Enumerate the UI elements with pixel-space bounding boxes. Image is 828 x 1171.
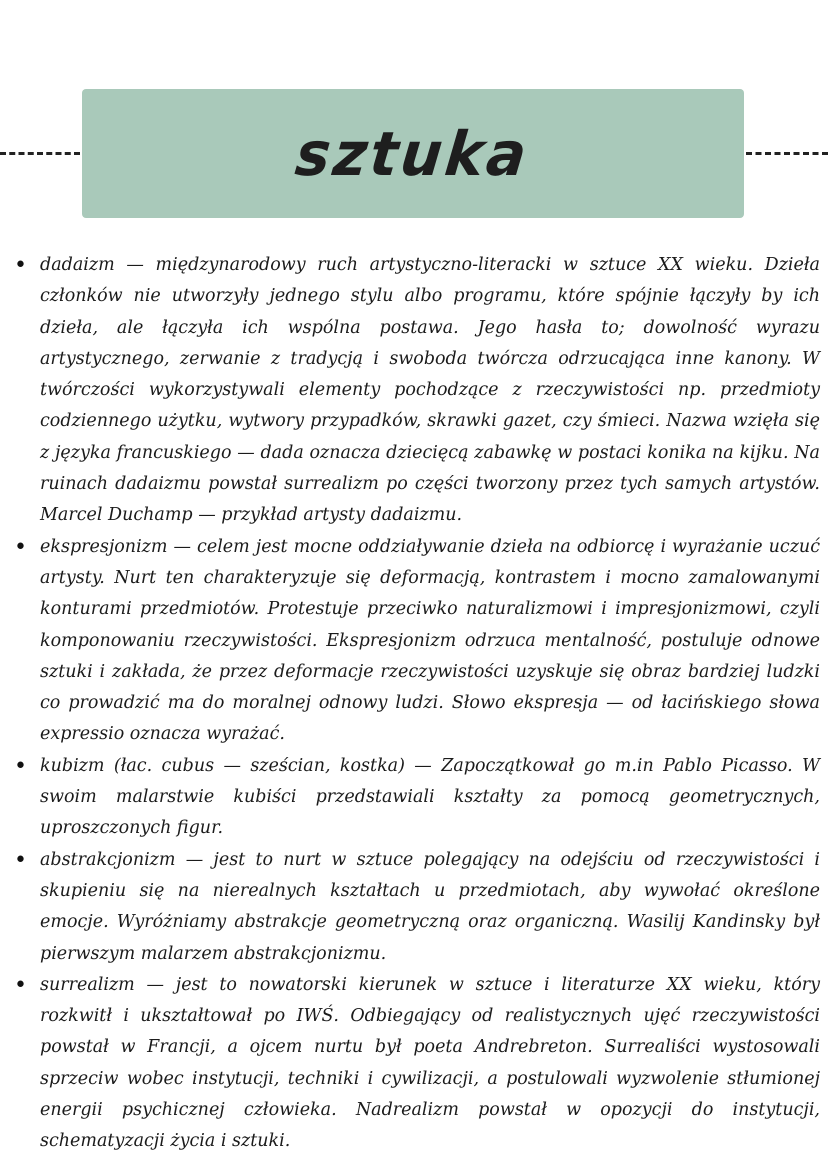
list-item-text: abstrakcjonizm — jest to nurt w sztuce polegający na odejściu od rzeczywistości i skupieniu się na nierealnych kształtach u przedmiotach, aby wywołać określone emocje. Wyróżniamy abstrakcje geometryczną oraz organiczną. Wasilij Kandinsky był pierwszym malarzem abstrakcjonizmu.	[40, 849, 820, 964]
bullet-icon: •	[14, 534, 27, 560]
bullet-list	[14, 250, 820, 1158]
left-dashed-divider	[0, 152, 80, 155]
bullet-icon: •	[14, 753, 27, 779]
list-item-ekspresjonizm	[14, 532, 820, 751]
right-dashed-divider	[746, 152, 828, 155]
title-banner	[82, 89, 744, 218]
list-item-text: dadaizm — międzynarodowy ruch artystyczno-literacki w sztuce XX wieku. Dzieła członków nie utworzyły jednego stylu albo programu, które spójnie łączyły by ich dzieła, ale łączyła ich wspólna postawa. Jego hasła to; dowolność wyrazu artystycznego, zerwanie z tradycją i swoboda twórcza odrzucająca inne kanony. W twórczości wykorzystywali elementy pochodzące z rzeczywistości np. przedmioty codziennego użytku, wytwory przypadków, skrawki gazet, czy śmieci. Nazwa wzięła się z języka francuskiego — dada oznacza dziecięcą zabawkę w postaci konika na kijku. Na ruinach dadaizmu powstał surrealizm po części tworzony przez tych samych artystów. Marcel Duchamp — przykład artysty dadaizmu.	[40, 255, 820, 526]
list-item-text: ekspresjonizm — celem jest mocne oddziaływanie dzieła na odbiorcę i wyrażanie uczuć artysty. Nurt ten charakteryzuje się deformacją, kontrastem i mocno zamalowanymi konturami przedmiotów. Protestuje przeciwko naturalizmowi i impresjonizmowi, czyli komponowaniu rzeczywistości. Ekspresjonizm odrzuca mentalność, postuluje odnowe sztuki i zakłada, że przez deformacje rzeczywistości uzyskuje się obraz bardziej ludzki co prowadzić ma do moralnej odnowy ludzi. Słowo ekspresja — od łacińskiego słowa expressio oznacza wyrażać.	[40, 536, 820, 745]
list-item-text: kubizm (łac. cubus — sześcian, kostka) — Zapoczątkował go m.in Pablo Picasso. W swoim malarstwie kubiści przedstawiali kształty za pomocą geometrycznych, uproszczonych figur.	[40, 755, 820, 839]
bullet-icon: •	[14, 253, 27, 278]
page-title: sztuka	[292, 117, 534, 190]
list-item-text: surrealizm — jest to nowatorski kierunek w sztuce i literaturze XX wieku, który rozkwitł i ukształtował po IWŚ. Odbiegający od realistycznych ujęć rzeczywistości powstał w Francji, a ojcem nurtu był poeta Andrebreton. Surrealiści wystosowali sprzeciw wobec instytucji, techniki i cywilizacji, a postulowali wyzwolenie stłumionej energii psychicznej człowieka. Nadrealizm powstał w opozycji do instytucji, schematyzacji życia i sztuki.	[40, 974, 820, 1152]
list-item-kubizm	[14, 751, 820, 845]
list-item-surrealizm	[14, 970, 820, 1158]
bullet-icon: •	[14, 847, 27, 873]
list-item-dadaizm	[14, 250, 820, 532]
list-item-abstrakcjonizm	[14, 845, 820, 970]
bullet-icon: •	[14, 972, 27, 998]
